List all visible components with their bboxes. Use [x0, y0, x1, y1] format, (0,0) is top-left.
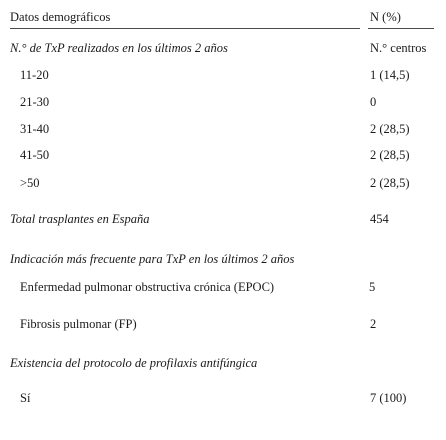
- row-value: 2 (28,5): [370, 122, 410, 136]
- header-rule-right: [368, 28, 434, 29]
- row-label: Fibrosis pulmonar (FP): [20, 317, 137, 331]
- row-value: 2 (28,5): [370, 176, 410, 190]
- row-value: 0: [370, 95, 377, 109]
- row-value: 2 (28,5): [370, 148, 410, 162]
- row-value: 2: [370, 317, 377, 331]
- section-label-transplants: N.° de TxP realizados en los últimos 2 años: [10, 41, 228, 55]
- row-label: 41-50: [20, 148, 50, 162]
- row-label: >50: [20, 176, 40, 190]
- total-label: Total trasplantes en España: [10, 212, 150, 226]
- section-label-indication: Indicación más frecuente para TxP en los últimos 2 años: [10, 252, 295, 266]
- row-value: 7 (100): [370, 391, 407, 405]
- row-label: 31-40: [20, 122, 50, 136]
- row-value: 5: [369, 280, 376, 294]
- header-col-n-percent: N (%): [370, 10, 401, 24]
- header-col-demographics: Datos demográficos: [10, 10, 111, 24]
- row-label: 21-30: [20, 95, 50, 109]
- row-label: 11-20: [20, 68, 49, 82]
- row-label: Enfermedad pulmonar obstructiva crónica (EPOC): [20, 280, 275, 294]
- header-rule-left: [10, 28, 360, 29]
- section-col2-centers: N.° centros: [370, 41, 427, 55]
- section-label-protocol: Existencia del protocolo de profilaxis antifúngica: [10, 356, 258, 370]
- total-value: 454: [370, 212, 389, 226]
- row-value: 1 (14,5): [370, 68, 410, 82]
- row-label: Sí: [20, 391, 31, 405]
